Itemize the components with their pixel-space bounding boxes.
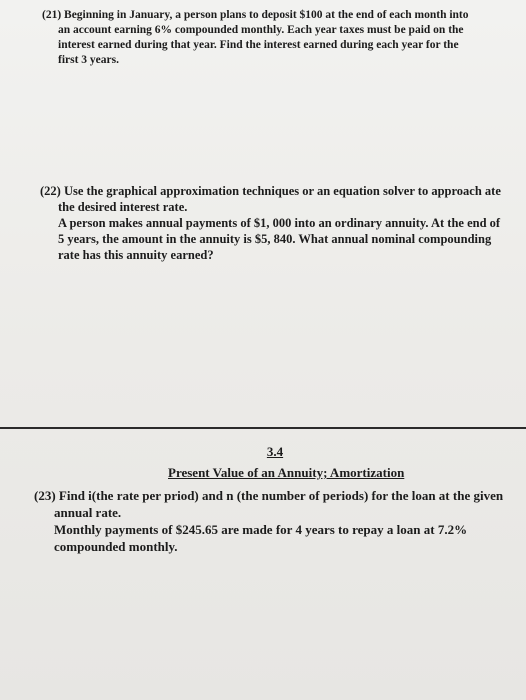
problem-21 — [42, 8, 469, 68]
problem-22-line: (22) Use the graphical approximation techniques or an equation solver to approach ate — [40, 184, 501, 198]
problem-23-line: compounded monthly. — [54, 539, 178, 554]
problem-23-line: Monthly payments of $245.65 are made for 4 years to repay a loan at 7.2% — [54, 522, 468, 537]
problem-22-line: rate has this annuity earned? — [58, 248, 214, 262]
problem-22-line: the desired interest rate. — [58, 200, 188, 214]
problem-23-line: (23) Find i(the rate per priod) and n (the number of periods) for the loan at the given — [34, 488, 504, 503]
problem-22-line: 5 years, the amount in the annuity is $5, 840. What annual nominal compounding — [58, 232, 492, 246]
problem-21-line: interest earned during that year. Find the interest earned during each year for the — [58, 39, 459, 51]
section-number: 3.4 — [266, 444, 284, 459]
problem-22-line: A person makes annual payments of $1, 000 into an ordinary annuity. At the end of — [58, 216, 501, 230]
problem-21-line: (21) Beginning in January, a person plans to deposit $100 at the end of each month into — [42, 9, 469, 21]
problem-23 — [34, 487, 503, 555]
problem-21-line: first 3 years. — [58, 54, 119, 66]
section-title: Present Value of an Annuity; Amortization — [168, 465, 405, 480]
problem-21-line: an account earning 6% compounded monthly. Each year taxes must be paid on the — [58, 24, 464, 36]
problem-23-line: annual rate. — [54, 505, 122, 520]
section-divider — [0, 427, 526, 429]
problem-22 — [40, 183, 501, 263]
